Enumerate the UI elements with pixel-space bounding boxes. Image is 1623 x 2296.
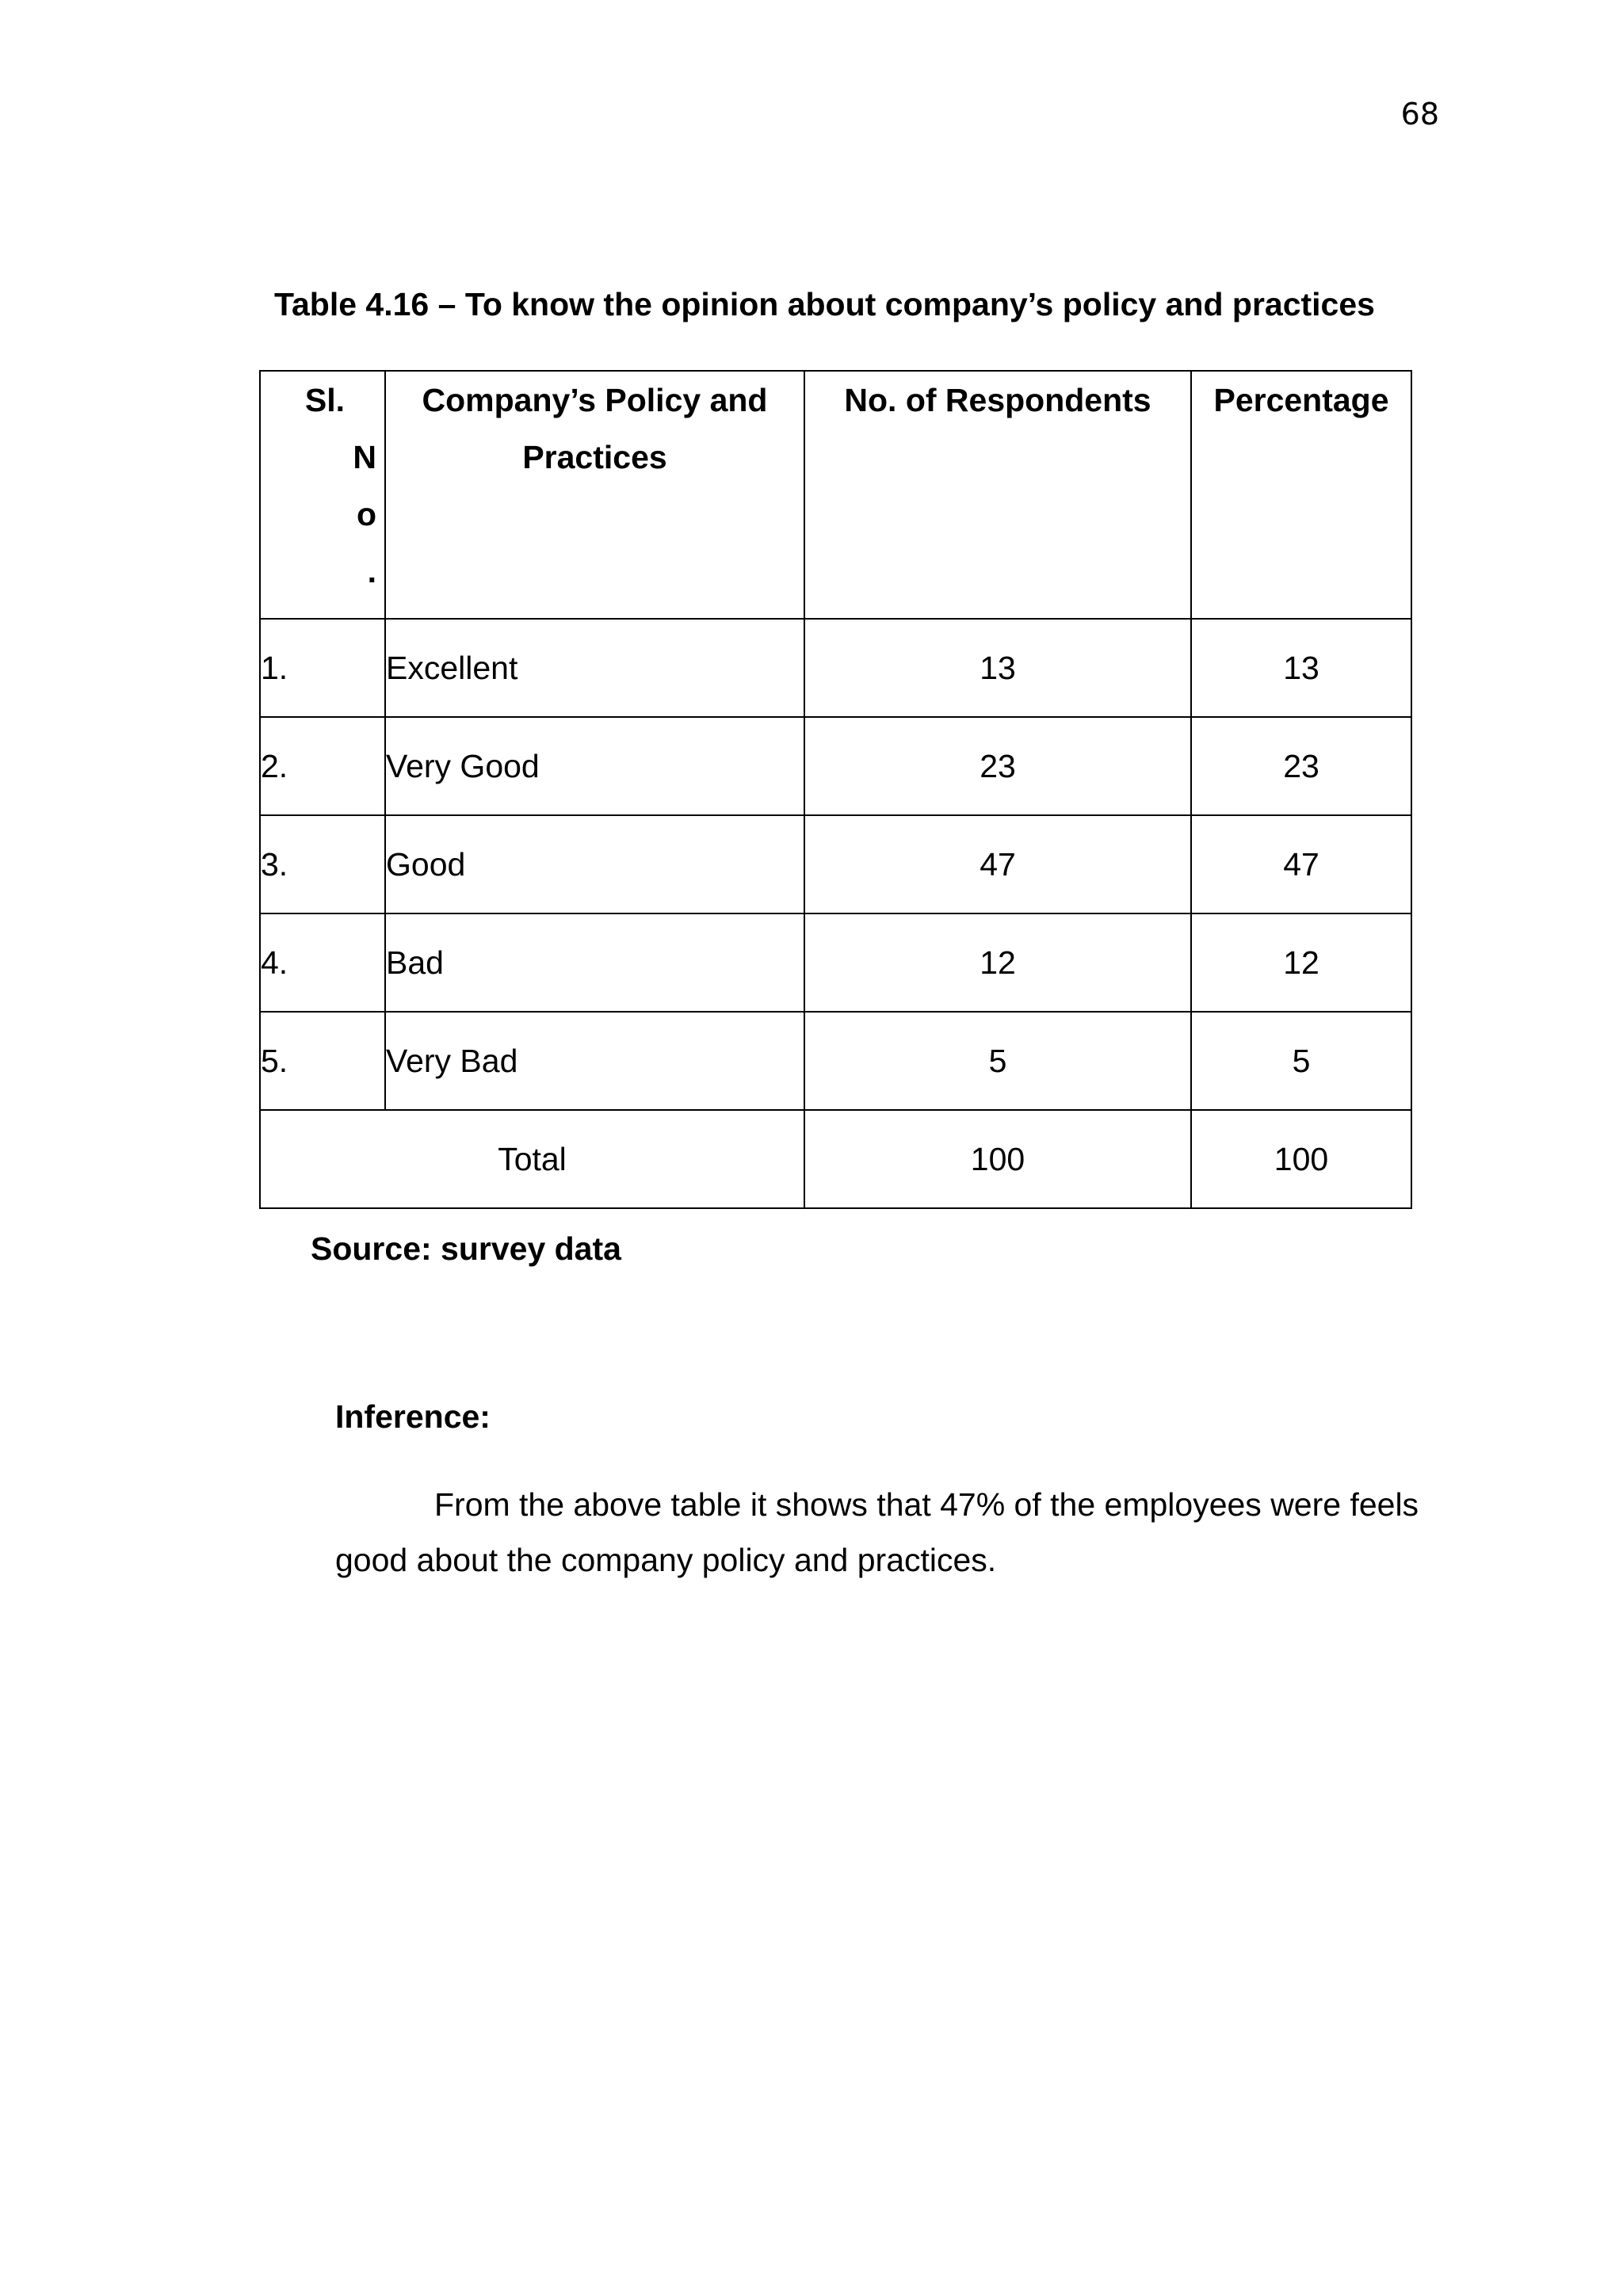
table-total-row (260, 1110, 1411, 1208)
table-row (260, 1012, 1411, 1110)
cell-sl: 4. (260, 913, 385, 1012)
header-sl-line: . (367, 553, 376, 589)
cell-respondents: 13 (804, 619, 1191, 717)
table-caption: Table 4.16 – To know the opinion about company’s policy and practices (274, 286, 1375, 322)
table-row (260, 619, 1411, 717)
table-row (260, 815, 1411, 913)
cell-total-respondents: 100 (804, 1110, 1191, 1208)
cell-respondents: 12 (804, 913, 1191, 1012)
header-sl-line: Sl. (304, 382, 345, 418)
header-sl-line: N (353, 439, 376, 475)
inference-heading: Inference: (335, 1398, 491, 1435)
cell-sl: 5. (260, 1012, 385, 1110)
cell-sl: 2. (260, 717, 385, 815)
page-number: 68 (1400, 97, 1439, 132)
cell-percentage: 5 (1191, 1012, 1411, 1110)
header-policy (385, 371, 804, 619)
header-policy-line: Practices (522, 439, 667, 475)
cell-policy: Very Good (385, 717, 804, 815)
cell-percentage: 47 (1191, 815, 1411, 913)
header-sl-no (260, 371, 385, 619)
cell-percentage: 13 (1191, 619, 1411, 717)
source-note: Source: survey data (311, 1230, 621, 1267)
header-sl-line: o (356, 496, 376, 532)
cell-respondents: 47 (804, 815, 1191, 913)
header-policy-line: Company’s Policy and (422, 382, 768, 418)
cell-policy: Excellent (385, 619, 804, 717)
table-header-row (260, 371, 1411, 619)
cell-total-percentage: 100 (1191, 1110, 1411, 1208)
cell-percentage: 12 (1191, 913, 1411, 1012)
cell-respondents: 23 (804, 717, 1191, 815)
cell-policy: Very Bad (385, 1012, 804, 1110)
cell-respondents: 5 (804, 1012, 1191, 1110)
table-row (260, 717, 1411, 815)
opinion-table (259, 370, 1412, 1209)
cell-policy: Bad (385, 913, 804, 1012)
header-respondents: No. of Respondents (804, 371, 1191, 619)
header-percentage: Percentage (1191, 371, 1411, 619)
cell-policy: Good (385, 815, 804, 913)
cell-sl: 1. (260, 619, 385, 717)
cell-sl: 3. (260, 815, 385, 913)
inference-paragraph: From the above table it shows that 47% of the employees were feels good about the company policy and practices. (335, 1486, 1419, 1578)
cell-total-label: Total (260, 1110, 804, 1208)
table-row (260, 913, 1411, 1012)
cell-percentage: 23 (1191, 717, 1411, 815)
